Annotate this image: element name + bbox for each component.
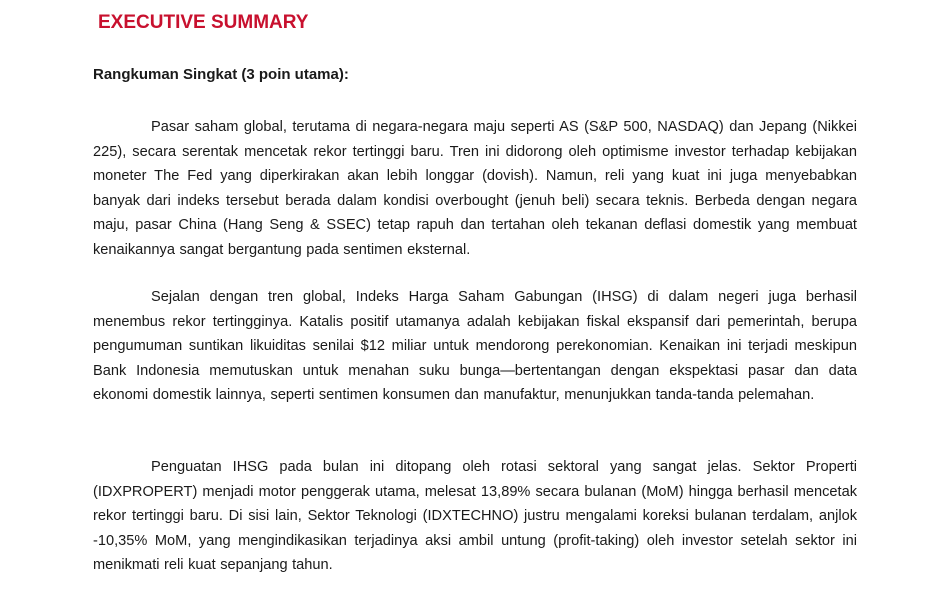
summary-paragraph-ihsg: Sejalan dengan tren global, Indeks Harga Saham Gabungan (IHSG) di dalam negeri juga berhasil menembus rekor tertingginya. Katalis positif utamanya adalah kebijakan fiskal ekspansif dari pemerintah, berupa pengumuman suntikan likuiditas senilai $12 miliar untuk mendorong perekonomian. Kenaikan ini terjadi meskipun Bank Indonesia memutuskan untuk menahan suku bunga—bertentangan dengan ekspektasi pasar dan data ekonomi domestik lainnya, seperti sentimen konsumen dan manufaktur, menunjukkan tanda-tanda pelemahan.: [93, 289, 857, 404]
document-title: EXECUTIVE SUMMARY: [98, 12, 309, 33]
section-subtitle: Rangkuman Singkat (3 poin utama):: [93, 66, 349, 83]
summary-paragraph-global-markets: Pasar saham global, terutama di negara-negara maju seperti AS (S&P 500, NASDAQ) dan Jepang (Nikkei 225), secara serentak mencetak rekor tertinggi baru. Tren ini didorong oleh optimisme investor terhadap kebijakan moneter The Fed yang diperkirakan akan lebih longgar (dovish). Namun, reli yang kuat ini juga menyebabkan banyak dari indeks tersebut berada dalam kondisi overbought (jenuh beli) secara teknis. Berbeda dengan negara maju, pasar China (Hang Seng & SSEC) tetap rapuh dan tertahan oleh tekanan deflasi domestik yang membuat kenaikannya sangat bergantung pada sentimen eksternal.: [93, 119, 857, 258]
summary-paragraph-sector-rotation: Penguatan IHSG pada bulan ini ditopang oleh rotasi sektoral yang sangat jelas. Sektor Properti (IDXPROPERT) menjadi motor penggerak utama, melesat 13,89% secara bulanan (MoM) hingga berhasil mencetak rekor tertinggi baru. Di sisi lain, Sektor Teknologi (IDXTECHNO) justru mengalami koreksi bulanan terdalam, anjlok -10,35% MoM, yang mengindikasikan terjadinya aksi ambil untung (profit-taking) oleh investor setelah sektor ini menikmati reli kuat sepanjang tahun.: [93, 459, 857, 574]
